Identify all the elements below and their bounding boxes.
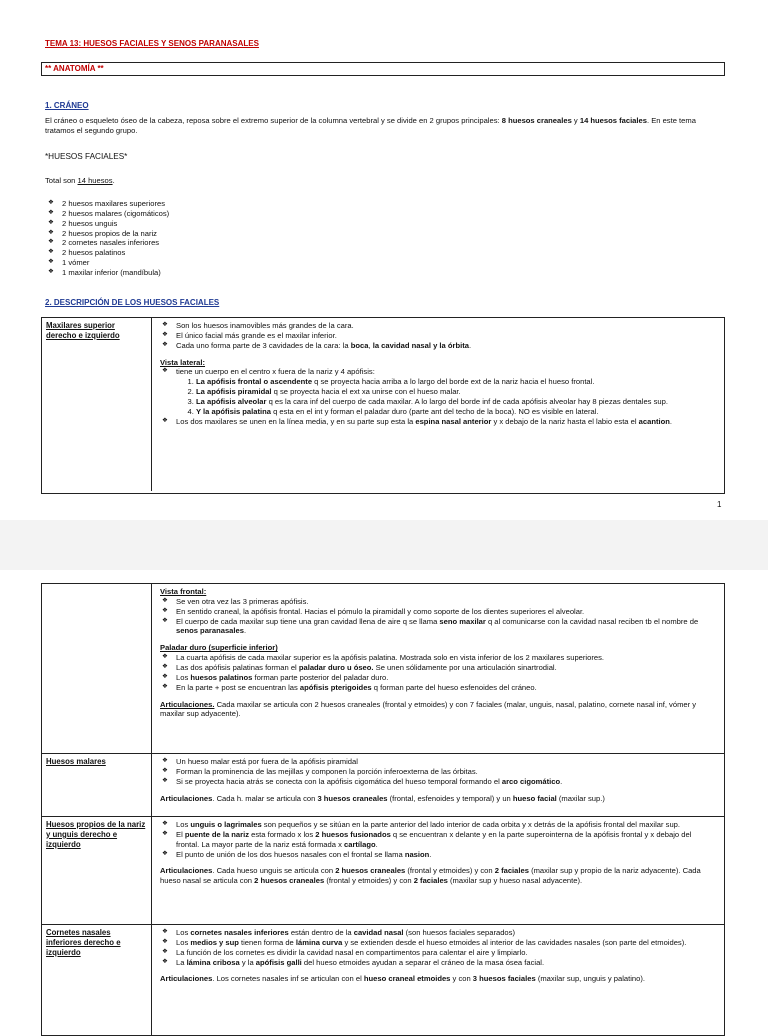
bold-text: 2 huesos craneales	[254, 876, 325, 886]
intro-text: El cráneo o esqueleto óseo de la cabeza, reposa sobre el extremo superior de la columna vertebral y se divide en 2 grupos principales:	[45, 116, 502, 125]
subheading-vista-lateral: Vista lateral:	[160, 357, 206, 367]
list-item: ❖ 2 huesos unguis	[46, 219, 169, 229]
list-item	[160, 683, 714, 693]
list-item: ❖ 1 maxilar inferior (mandíbula)	[46, 268, 169, 278]
text: Los	[176, 820, 191, 829]
text: . Cada hueso unguis se articula con	[212, 866, 336, 876]
articulaciones-text	[160, 974, 714, 984]
anatomia-box	[41, 62, 725, 76]
text: Si se proyecta hacia atrás se conecta con la apófisis cigomática del hueso temporal formando el	[176, 776, 502, 786]
bullet-list	[160, 597, 714, 636]
text: El punto de unión de los dos huesos nasales con el frontal se llama	[176, 849, 405, 859]
bullet-list	[160, 820, 714, 859]
list-item: ❖ Se ven otra vez las 3 primeras apófisis.	[160, 597, 714, 607]
bold-text: 3 huesos faciales	[472, 974, 536, 984]
bold-text: Articulaciones	[160, 793, 213, 803]
list-item: ❖ 2 huesos palatinos	[46, 248, 169, 258]
list-item: ❖ tiene un cuerpo en el centro x fuera de la nariz y 4 apófisis:	[160, 367, 714, 377]
articulaciones-text	[160, 866, 714, 886]
text: Los	[176, 928, 191, 937]
bold-text: Articulaciones	[160, 866, 213, 876]
list-item	[196, 387, 714, 397]
text: Los	[176, 937, 191, 947]
text: En la parte + post se encuentran las	[176, 682, 300, 692]
text: La	[176, 957, 187, 967]
row-content-cell	[156, 925, 724, 987]
text: .	[243, 626, 247, 636]
list-item: ❖ En sentido craneal, la apófisis frontal. Hacias el pómulo la piramidall y como soporte de los dientes superiores el alveolar.	[160, 607, 714, 617]
text: (maxilar sup y propio de la nariz adyacente). Cada hueso nasal se articula con	[160, 866, 701, 886]
list-item	[160, 341, 714, 351]
subheading-paladar-duro: Paladar duro (superficie inferior)	[160, 643, 278, 653]
total-text: Total son	[45, 176, 78, 185]
text: (son huesos faciales separados)	[403, 928, 515, 937]
intro-text: . En este tema tratamos el segundo grupo.	[45, 116, 696, 135]
articulaciones-text	[160, 700, 714, 720]
row-content-cell	[156, 817, 724, 889]
text: q es la cara inf del cuerpo de cada maxilar. A lo largo del borde inf de cada apófisis alveolar hay 8 piezas dentales sup.	[266, 397, 668, 407]
bold-text: La apófisis alveolar	[196, 397, 267, 407]
list-item	[160, 958, 714, 968]
row-label: Cornetes nasales inferiores derecho e izquierdo	[46, 928, 121, 957]
articulaciones-text	[160, 794, 714, 804]
bold-text: lámina cribosa	[186, 957, 240, 967]
row-label: Maxilares superior derecho e izquierdo	[46, 321, 120, 340]
row-label-cell	[42, 925, 152, 1035]
list-item: ❖ Forman la prominencia de las mejillas y componen la porción inferoexterna de las órbitas.	[160, 767, 714, 777]
text: (frontal y etmoides) y con	[324, 876, 414, 886]
bold-text: La apófisis frontal o ascendente	[196, 377, 313, 387]
text: (maxilar sup, unguis y palatino).	[535, 974, 646, 984]
text: .	[560, 776, 563, 786]
list-item: ❖ 2 huesos malares (cigomáticos)	[46, 209, 169, 219]
huesos-faciales-heading: *HUESOS FACIALES*	[45, 152, 128, 161]
list-item	[160, 928, 714, 938]
bold-text: seno maxilar	[439, 616, 486, 626]
spacer	[160, 967, 714, 974]
total-text: .	[112, 176, 115, 185]
text: están dentro de la	[288, 928, 354, 937]
table-row	[42, 318, 724, 491]
text: (maxilar sup y hueso nasal adyacente).	[447, 876, 583, 886]
text: Las dos apófisis palatinas forman el	[176, 663, 299, 673]
table-maxilares	[41, 317, 725, 494]
text: q se encuentran x delante y en la parte superointerna de la apófisis frontal y x debajo del frontal. La mayor parte de la nariz está formada x	[176, 829, 692, 849]
text: .	[468, 340, 472, 350]
bold-text: Articulaciones.	[160, 699, 215, 709]
bold-text: cornetes nasales inferiores	[190, 928, 289, 937]
text: y se extienden desde el hueso etmoides al interior de las cavidades nasales (son parte del etmoides).	[342, 937, 687, 947]
text: son pequeños y se sitúan en la parte anterior del lado interior de cada orbita y x detrás de la apófisis frontal del maxilar sup.	[261, 820, 681, 829]
text: Los	[176, 672, 191, 682]
bones-list	[46, 199, 169, 278]
total-line	[45, 176, 115, 186]
list-item: ❖ 2 huesos maxilares superiores	[46, 199, 169, 209]
spacer	[160, 693, 714, 700]
text: . Cada h. malar se articula con	[212, 793, 318, 803]
text: esta formado x los	[249, 829, 316, 839]
bold-text: medios y sup	[190, 937, 239, 947]
bullet-list	[160, 321, 714, 351]
page-title: TEMA 13: HUESOS FACIALES Y SENOS PARANASALES	[45, 39, 259, 48]
intro-bold-craneales: 8 huesos craneales	[501, 116, 572, 125]
text: (frontal y etmoides) y con	[405, 866, 495, 876]
text: .	[669, 416, 673, 426]
bold-text: 3 huesos craneales	[317, 793, 388, 803]
row-label-cell	[42, 754, 152, 816]
text: .	[375, 839, 378, 849]
row-content-cell	[156, 584, 724, 722]
bold-text: acantion	[638, 416, 670, 426]
intro-bold-faciales: 14 huesos faciales	[579, 116, 647, 125]
list-item	[160, 777, 714, 787]
text: .	[429, 849, 432, 859]
bold-text: Y la apófisis palatina	[196, 406, 271, 416]
text: Cada maxilar se articula con 2 huesos craneales (frontal y etmoides) y con 7 faciales (malar, unguis, nasal, palatino, cornete nasal inf, vómer y maxilar sup adyacente).	[160, 699, 697, 719]
anatomia-label: ** ANATOMÍA **	[45, 64, 104, 73]
text: y x debajo de la nariz hasta el labio esta el	[491, 416, 639, 426]
table-row	[42, 924, 724, 1035]
bold-text: apófisis pterigoides	[299, 682, 372, 692]
bullet-list	[160, 928, 714, 967]
text: del hueso etmoides ayudan a separar el cráneo de la masa ósea facial.	[301, 957, 545, 967]
bold-text: lámina curva	[295, 937, 343, 947]
bullet-list	[160, 653, 714, 692]
page-number: 1	[717, 500, 722, 509]
bold-text: 2 faciales	[494, 866, 529, 876]
list-item	[196, 377, 714, 387]
row-label-cell	[42, 584, 152, 753]
text: ,	[368, 340, 373, 350]
spacer	[160, 636, 714, 643]
text: y la	[239, 957, 256, 967]
list-item: ❖ La función de los cornetes es dividir la cavidad nasal en compartimentos para calentar el aire y limpiarlo.	[160, 948, 714, 958]
bullet-list	[160, 367, 714, 377]
section-2-heading: 2. DESCRIPCIÓN DE LOS HUESOS FACIALES	[45, 298, 220, 307]
row-label: Huesos malares	[46, 757, 106, 766]
list-item: ❖ Son los huesos inamovibles más grandes de la cara.	[160, 321, 714, 331]
text: Se unen sólidamente por una articulación sinartrodial.	[373, 663, 557, 673]
text: q forman parte del hueso esfenoides del cráneo.	[371, 682, 537, 692]
text: Los dos maxilares se unen en la línea media, y en su parte sup esta la	[176, 416, 416, 426]
text: q se proyecta hacia arriba a lo largo del borde ext de la nariz hacia el hueso frontal.	[312, 377, 595, 387]
row-label-cell	[42, 318, 152, 491]
spacer	[160, 859, 714, 866]
bold-text: senos paranasales	[176, 626, 244, 636]
text: forman parte posterior del paladar duro.	[252, 672, 389, 682]
bullet-list	[160, 417, 714, 427]
list-item: ❖ 2 huesos propios de la nariz	[46, 229, 169, 239]
page-gap	[0, 520, 768, 570]
bold-text: unguis o lagrimales	[190, 820, 262, 829]
bold-text: la cavidad nasal y la órbita	[372, 340, 469, 350]
text: tienen forma de	[238, 937, 296, 947]
text: q esta en el int y forman el paladar duro (parte ant del techo de la boca). NO es visible en lateral.	[270, 406, 599, 416]
list-item	[160, 938, 714, 948]
text: y con	[450, 974, 473, 984]
text: (frontal, esfenoides y temporal) y un	[387, 793, 513, 803]
bold-text: cartílago	[344, 839, 376, 849]
total-count: 14 huesos	[77, 176, 113, 185]
list-item	[160, 820, 714, 830]
list-item: ❖ La cuarta apófisis de cada maxilar superior es la apófisis palatina. Mostrada solo en vista inferior de los 2 maxilares superiores.	[160, 653, 714, 663]
table-row	[42, 753, 724, 816]
list-item: ❖ 1 vómer	[46, 258, 169, 268]
list-item	[160, 850, 714, 860]
spacer	[160, 351, 714, 358]
text: q se proyecta hacia el ext xa unirse con el hueso malar.	[271, 387, 461, 397]
spacer	[160, 787, 714, 794]
bold-text: hueso craneal etmoides	[363, 974, 451, 984]
bold-text: espina nasal anterior	[415, 416, 492, 426]
list-item	[160, 617, 714, 637]
bold-text: cavidad nasal	[353, 928, 404, 937]
bold-text: huesos palatinos	[190, 672, 253, 682]
row-label: Huesos propios de la nariz y unguis derecho e izquierdo	[46, 820, 146, 849]
bold-text: 2 huesos craneales	[335, 866, 406, 876]
row-content-cell	[156, 318, 724, 430]
subheading-vista-frontal: Vista frontal:	[160, 587, 207, 596]
bold-text: Articulaciones	[160, 974, 213, 984]
text: Cada uno forma parte de 3 cavidades de la cara: la	[176, 340, 351, 350]
table-row	[42, 584, 724, 753]
bold-text: arco cigomático	[501, 776, 561, 786]
section-1-heading: 1. CRÁNEO	[45, 101, 89, 110]
bold-text: boca	[350, 340, 369, 350]
list-item: ❖ El único facial más grande es el maxilar inferior.	[160, 331, 714, 341]
text: . Los cornetes nasales inf se articulan con el	[212, 974, 364, 984]
numbered-list	[160, 377, 714, 416]
intro-paragraph	[45, 116, 715, 136]
list-item	[160, 417, 714, 427]
bold-text: 2 faciales	[413, 876, 448, 886]
bold-text: apófisis galli	[255, 957, 302, 967]
bullet-list	[160, 757, 714, 787]
text: El	[176, 829, 185, 839]
bold-text: La apófisis piramidal	[196, 387, 272, 397]
bold-text: puente de la nariz	[184, 829, 250, 839]
bold-text: nasion	[404, 849, 430, 859]
row-label-cell	[42, 817, 152, 924]
table-row	[42, 816, 724, 924]
intro-text: y	[571, 116, 580, 125]
list-item: ❖ Un hueso malar está por fuera de la apófisis piramidal	[160, 757, 714, 767]
bold-text: paladar duro u óseo.	[298, 663, 374, 673]
bold-text: 2 huesos fusionados	[315, 829, 391, 839]
list-item	[196, 407, 714, 417]
row-content-cell	[156, 754, 724, 806]
text: El cuerpo de cada maxilar sup tiene una gran cavidad llena de aire q se llama	[176, 616, 440, 626]
bold-text: hueso facial	[512, 793, 557, 803]
table-huesos-faciales	[41, 583, 725, 1036]
list-item	[160, 663, 714, 673]
list-item	[160, 830, 714, 850]
text: (maxilar sup.)	[556, 793, 605, 803]
list-item	[196, 397, 714, 407]
list-item	[160, 673, 714, 683]
list-item: ❖ 2 cornetes nasales inferiores	[46, 238, 169, 248]
text: q al comunicarse con la cavidad nasal reciben tb el nombre de	[485, 616, 699, 626]
